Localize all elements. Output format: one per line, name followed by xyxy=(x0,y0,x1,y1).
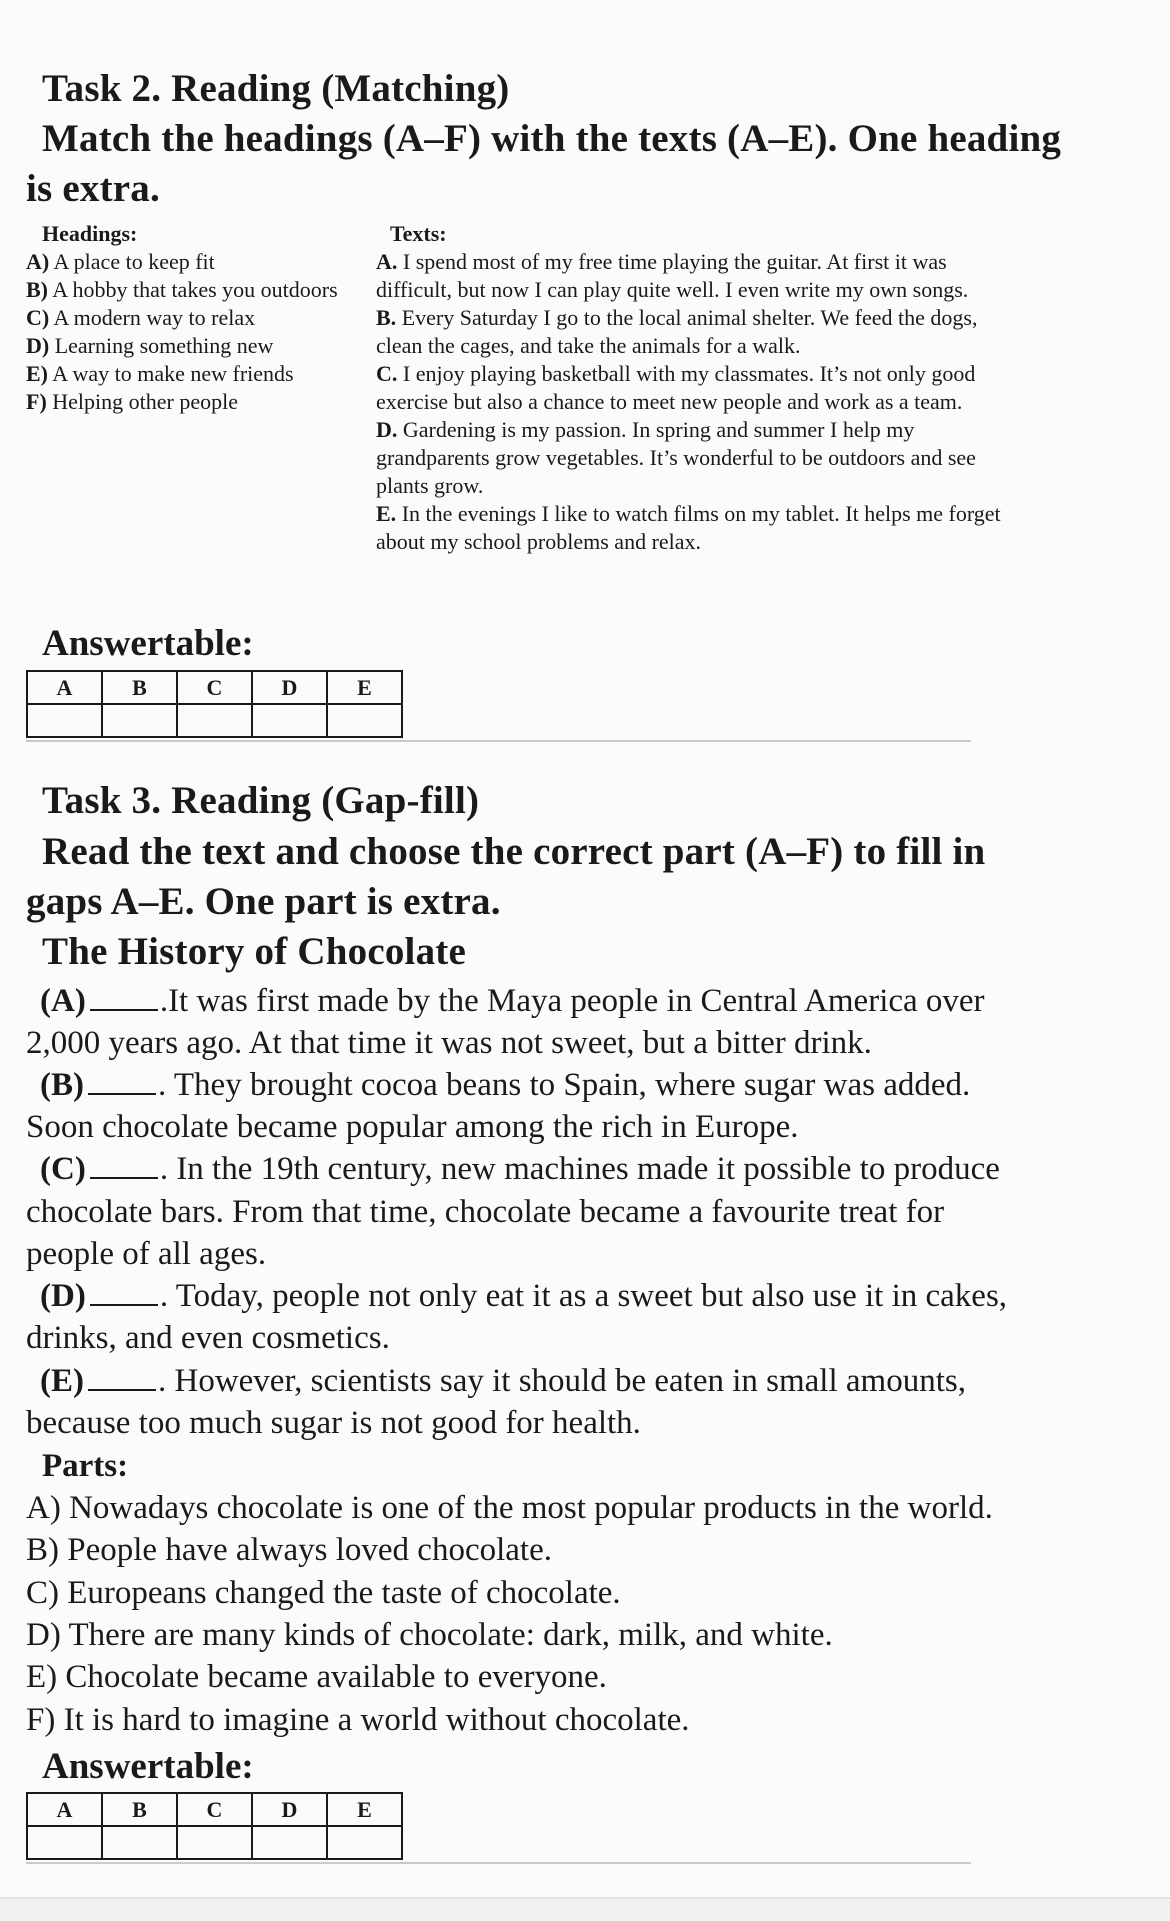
answer-cell[interactable] xyxy=(177,704,252,737)
gap-line: Soon chocolate became popular among the rich in Europe. xyxy=(26,1109,799,1145)
text-line: exercise but also a chance to meet new people and work as a team. xyxy=(376,389,963,414)
answer-col-header: C xyxy=(177,1793,252,1826)
gap-blank[interactable] xyxy=(88,1363,156,1391)
answer-col-header: E xyxy=(327,671,402,704)
text-line: clean the cages, and take the animals for a walk. xyxy=(376,333,801,358)
heading-item: B) A hobby that takes you outdoors xyxy=(26,277,338,302)
text-line: C. I enjoy playing basketball with my classmates. It’s not only good xyxy=(376,361,976,386)
text-line: D. Gardening is my passion. In spring and summer I help my xyxy=(376,417,915,442)
answer-col-header: B xyxy=(102,671,177,704)
part-item: D) There are many kinds of chocolate: dark, milk, and white. xyxy=(26,1617,833,1653)
part-item: C) Europeans changed the taste of chocolate. xyxy=(26,1575,621,1611)
answer-cell[interactable] xyxy=(252,704,327,737)
gap-line: because too much sugar is not good for health. xyxy=(26,1405,641,1441)
text-line: grandparents grow vegetables. It’s wonderful to be outdoors and see xyxy=(376,445,976,470)
answer-cell[interactable] xyxy=(327,704,402,737)
text-line: E. In the evenings I like to watch films on my tablet. It helps me forget xyxy=(376,501,1001,526)
gap-line: people of all ages. xyxy=(26,1236,267,1272)
answer-cell[interactable] xyxy=(252,1826,327,1859)
text-line: difficult, but now I can play quite well. I even write my own songs. xyxy=(376,277,969,302)
gap-line: drinks, and even cosmetics. xyxy=(26,1320,390,1356)
task2-instruction-line2: is extra. xyxy=(26,167,160,210)
gap-blank[interactable] xyxy=(90,1278,158,1306)
part-item: F) It is hard to imagine a world without chocolate. xyxy=(26,1702,690,1738)
gap-blank[interactable] xyxy=(88,1067,156,1095)
part-item: B) People have always loved chocolate. xyxy=(26,1532,552,1568)
divider xyxy=(26,1862,971,1864)
headings-label: Headings: xyxy=(42,221,138,246)
task2-title: Task 2. Reading (Matching) xyxy=(42,67,510,110)
task2-answer-table xyxy=(26,670,403,738)
gap-blank[interactable] xyxy=(90,983,158,1011)
gap-paragraph: (C) . In the 19th century, new machines made it possible to produce xyxy=(40,1151,1000,1187)
gap-line: 2,000 years ago. At that time it was not sweet, but a bitter drink. xyxy=(26,1025,872,1061)
answer-cell[interactable] xyxy=(27,1826,102,1859)
answer-cell[interactable] xyxy=(102,1826,177,1859)
answer-col-header: A xyxy=(27,1793,102,1826)
text-line: B. Every Saturday I go to the local animal shelter. We feed the dogs, xyxy=(376,305,978,330)
answer-col-header: D xyxy=(252,1793,327,1826)
heading-item: C) A modern way to relax xyxy=(26,305,256,330)
text-line: A. I spend most of my free time playing the guitar. At first it was xyxy=(376,249,947,274)
story-title: The History of Chocolate xyxy=(42,930,466,973)
gap-paragraph: (D) . Today, people not only eat it as a sweet but also use it in cakes, xyxy=(40,1278,1008,1314)
text-line: plants grow. xyxy=(376,473,484,498)
answer-col-header: A xyxy=(27,671,102,704)
bottom-bar xyxy=(0,1897,1170,1921)
answer-col-header: E xyxy=(327,1793,402,1826)
texts-label: Texts: xyxy=(390,221,447,246)
answer-cell[interactable] xyxy=(177,1826,252,1859)
heading-item: F) Helping other people xyxy=(26,389,238,414)
task3-title: Task 3. Reading (Gap-fill) xyxy=(42,779,480,822)
task3-answertable-label: Answertable: xyxy=(42,1746,254,1787)
heading-item: D) Learning something new xyxy=(26,333,274,358)
answer-col-header: B xyxy=(102,1793,177,1826)
heading-item: E) A way to make new friends xyxy=(26,361,294,386)
gap-paragraph: (E) . However, scientists say it should be eaten in small amounts, xyxy=(40,1363,966,1399)
text-line: about my school problems and relax. xyxy=(376,529,702,554)
answer-col-header: C xyxy=(177,671,252,704)
task3-answer-table xyxy=(26,1792,403,1860)
part-item: E) Chocolate became available to everyone. xyxy=(26,1659,607,1695)
answer-cell[interactable] xyxy=(327,1826,402,1859)
task3-instruction-line2: gaps A–E. One part is extra. xyxy=(26,880,501,923)
task2-instruction-line1: Match the headings (A–F) with the texts (A–E). One heading xyxy=(42,117,1062,160)
parts-label: Parts: xyxy=(42,1448,129,1484)
answer-cell[interactable] xyxy=(102,704,177,737)
task3-instruction-line1: Read the text and choose the correct part (A–F) to fill in xyxy=(42,830,986,873)
gap-blank[interactable] xyxy=(90,1151,158,1179)
part-item: A) Nowadays chocolate is one of the most popular products in the world. xyxy=(26,1490,993,1526)
heading-item: A) A place to keep fit xyxy=(26,249,215,274)
gap-paragraph: (A) .It was first made by the Maya people in Central America over xyxy=(40,983,985,1019)
gap-paragraph: (B) . They brought cocoa beans to Spain, where sugar was added. xyxy=(40,1067,971,1103)
answer-cell[interactable] xyxy=(27,704,102,737)
task2-answertable-label: Answertable: xyxy=(42,623,254,664)
divider xyxy=(26,740,971,742)
answer-col-header: D xyxy=(252,671,327,704)
gap-line: chocolate bars. From that time, chocolate became a favourite treat for xyxy=(26,1194,945,1230)
